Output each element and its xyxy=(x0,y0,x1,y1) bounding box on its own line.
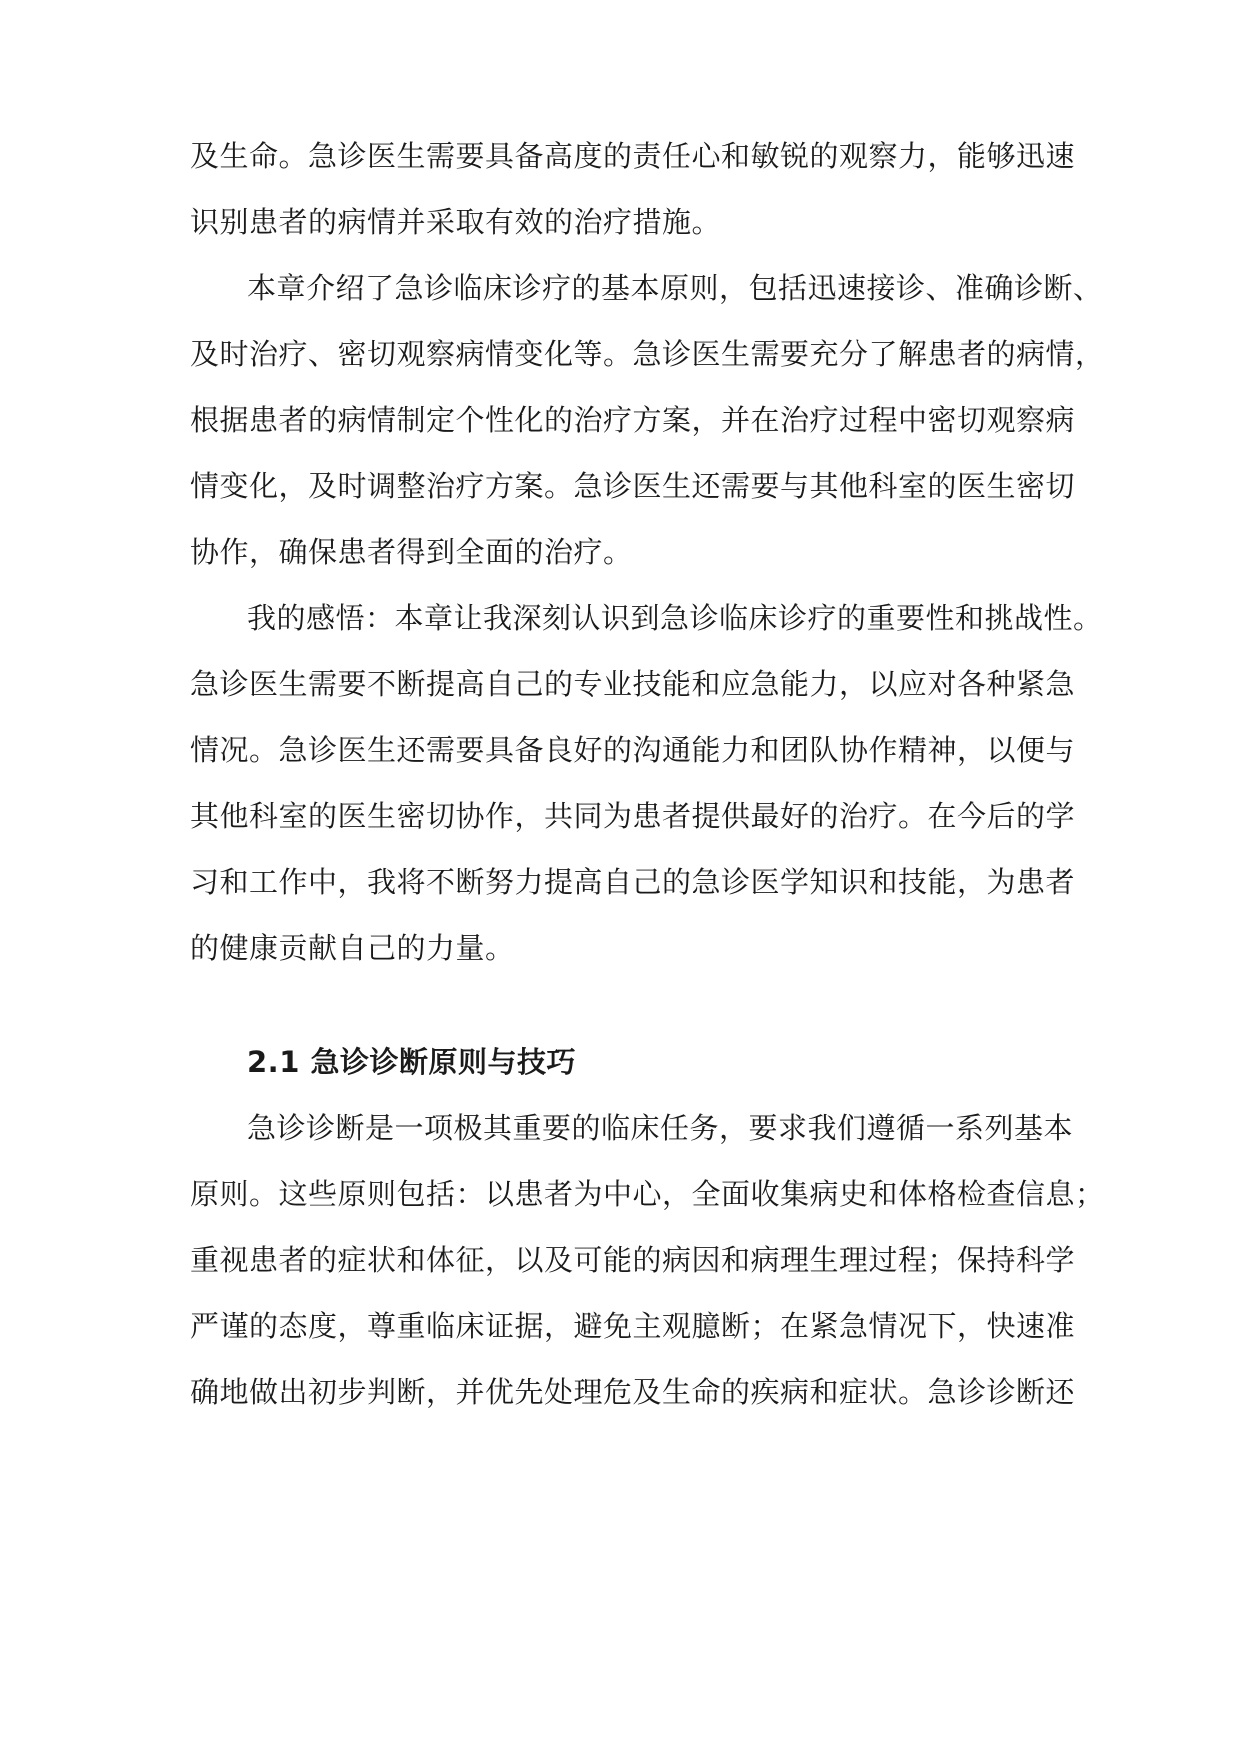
section-heading: 2.1 急诊诊断原则与技巧 xyxy=(247,1045,576,1079)
paragraph-2-line-4: 情变化，及时调整治疗方案。急诊医生还需要与其他科室的医生密切 xyxy=(190,469,1076,503)
section-paragraph-line-2: 原则。这些原则包括：以患者为中心，全面收集病史和体格检查信息； xyxy=(190,1177,1105,1211)
section-paragraph-line-5: 确地做出初步判断，并优先处理危及生命的疾病和症状。急诊诊断还 xyxy=(190,1375,1076,1409)
paragraph-3-line-1: 我的感悟：本章让我深刻认识到急诊临床诊疗的重要性和挑战性。 xyxy=(247,601,1103,635)
paragraph-2-line-5: 协作，确保患者得到全面的治疗。 xyxy=(190,535,633,569)
section-paragraph-line-4: 严谨的态度，尊重临床证据，避免主观臆断；在紧急情况下，快速准 xyxy=(190,1309,1076,1343)
paragraph-2-line-1: 本章介绍了急诊临床诊疗的基本原则，包括迅速接诊、准确诊断、 xyxy=(247,271,1103,305)
paragraph-3-line-6: 的健康贡献自己的力量。 xyxy=(190,931,515,965)
paragraph-3-line-2: 急诊医生需要不断提高自己的专业技能和应急能力，以应对各种紧急 xyxy=(190,667,1076,701)
paragraph-2-line-3: 根据患者的病情制定个性化的治疗方案，并在治疗过程中密切观察病 xyxy=(190,403,1076,437)
section-paragraph-line-3: 重视患者的症状和体征，以及可能的病因和病理生理过程；保持科学 xyxy=(190,1243,1076,1277)
paragraph-1-line-2: 识别患者的病情并采取有效的治疗措施。 xyxy=(190,205,722,239)
section-paragraph-line-1: 急诊诊断是一项极其重要的临床任务，要求我们遵循一系列基本 xyxy=(247,1111,1074,1145)
paragraph-3-line-4: 其他科室的医生密切协作，共同为患者提供最好的治疗。在今后的学 xyxy=(190,799,1076,833)
paragraph-2-line-2: 及时治疗、密切观察病情变化等。急诊医生需要充分了解患者的病情， xyxy=(190,337,1105,371)
paragraph-3-line-3: 情况。急诊医生还需要具备良好的沟通能力和团队协作精神，以便与 xyxy=(190,733,1076,767)
paragraph-3-line-5: 习和工作中，我将不断努力提高自己的急诊医学知识和技能，为患者 xyxy=(190,865,1076,899)
paragraph-1-line-1: 及生命。急诊医生需要具备高度的责任心和敏锐的观察力，能够迅速 xyxy=(190,139,1076,173)
